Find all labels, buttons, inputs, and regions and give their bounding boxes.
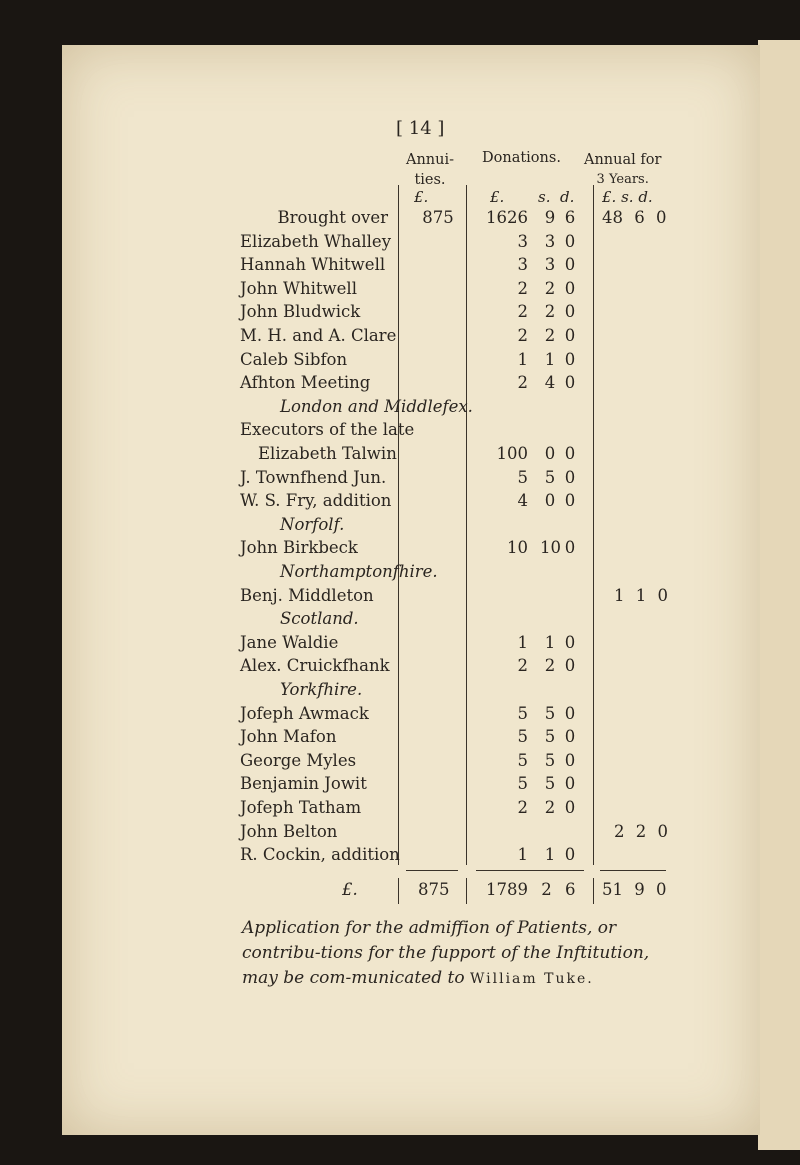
subscriber-name: Benjamin Jowit — [240, 774, 367, 794]
donation-pounds: 100 — [496, 444, 528, 463]
table-row — [0, 255, 800, 279]
donation-shillings: 2 — [544, 278, 556, 298]
rule-sum-donations — [476, 870, 584, 871]
donation-pounds: 1 — [517, 845, 528, 865]
county-heading: Yorkfhire. — [280, 680, 363, 699]
subscriber-name: John Bludwick — [240, 302, 361, 322]
donation-shillings: 1 — [544, 632, 556, 652]
footer-name: William Tuke. — [470, 971, 594, 987]
total-donations: 1789 2 6 — [486, 880, 576, 899]
subscriber-name: Caleb Sibfon — [240, 349, 348, 369]
donation-pounds: 2 — [517, 326, 528, 345]
annual-value: 1 1 0 — [614, 585, 668, 605]
donation-pence: 0 — [564, 302, 576, 322]
donation-shillings: 2 — [544, 656, 556, 676]
subscriber-name: Jane Waldie — [240, 632, 339, 652]
header-annual-line2: 3 Years. — [596, 172, 649, 187]
donation-pounds: 3 — [517, 255, 528, 275]
donation-pence: 6 — [564, 208, 576, 227]
subscriber-name: Alex. Cruickfhank — [240, 656, 390, 676]
donation-shillings: 3 — [544, 255, 556, 275]
county-heading: Norfolf. — [280, 514, 345, 534]
footer-note — [242, 916, 682, 992]
subscriber-name: Jofeph Awmack — [240, 703, 369, 723]
subscriber-name: M. H. and A. Clare — [240, 326, 397, 345]
donation-pounds: 4 — [517, 491, 528, 511]
donation-pounds: 2 — [517, 656, 528, 676]
table-row — [0, 727, 800, 751]
donation-pounds: 2 — [517, 302, 528, 322]
donation-pounds: 5 — [517, 750, 528, 770]
county-heading: London and Middlefex. — [280, 396, 473, 416]
table-row — [0, 680, 800, 704]
subscriber-name: John Belton — [240, 821, 338, 841]
header-annual-line1: Annual for — [584, 152, 662, 168]
donation-pence: 0 — [564, 750, 576, 770]
annual-value: 48 6 0 — [602, 208, 667, 227]
donation-pence: 0 — [564, 632, 576, 652]
annual-value: 2 2 0 — [614, 821, 668, 841]
header-annuities — [398, 150, 462, 190]
table-row — [0, 798, 800, 822]
total-annuities: 875 — [418, 880, 450, 899]
subscriber-name: George Myles — [240, 750, 357, 770]
donation-shillings: 9 — [544, 208, 556, 227]
header-annuities-line1: Annui- — [405, 152, 455, 168]
donation-pence: 0 — [564, 373, 576, 393]
table-row — [0, 468, 800, 492]
donation-pence: 0 — [564, 326, 576, 345]
annuity-value: 875 — [422, 208, 454, 227]
donation-shillings: 5 — [544, 703, 556, 723]
subscriber-name: Jofeph Tatham — [240, 798, 362, 817]
donation-pounds: 5 — [517, 703, 528, 723]
donation-shillings: 5 — [544, 467, 556, 487]
unit-annual: £. s. d. — [602, 188, 653, 206]
donation-pence: 0 — [564, 467, 576, 487]
subscriber-name: Afhton Meeting — [240, 373, 371, 393]
header-annual — [584, 150, 661, 190]
donation-shillings: 5 — [544, 750, 556, 770]
subscriber-name: Benj. Middleton — [240, 585, 374, 605]
table-row — [0, 491, 800, 515]
table-row — [0, 350, 800, 374]
page-number: [ 14 ] — [396, 118, 445, 139]
rule-sum-annual — [600, 870, 666, 871]
table-row — [0, 397, 800, 421]
donation-pounds: 5 — [517, 774, 528, 794]
subscriber-name: John Birkbeck — [240, 538, 358, 558]
rule-total-2 — [466, 878, 467, 904]
table-row — [0, 302, 800, 326]
donation-pence: 0 — [564, 774, 576, 794]
table-row — [0, 326, 800, 350]
table-row — [0, 822, 800, 846]
donation-pounds: 1 — [517, 349, 528, 369]
unit-donations-shillings: s. — [538, 188, 551, 206]
donation-pence: 0 — [564, 845, 576, 865]
table-row — [0, 751, 800, 775]
table-row — [0, 586, 800, 610]
donation-pence: 0 — [564, 491, 576, 511]
donation-pence: 0 — [564, 727, 576, 747]
county-heading: Northamptonfhire. — [280, 562, 438, 581]
donation-shillings: 1 — [544, 845, 556, 865]
subscriber-name: Elizabeth Whalley — [240, 231, 392, 251]
donation-pounds: 10 — [507, 538, 528, 558]
donation-pounds: 1 — [517, 632, 528, 652]
donation-shillings: 1 — [544, 349, 556, 369]
rule-total-3 — [593, 878, 594, 904]
donation-shillings: 2 — [544, 302, 556, 322]
table-row — [0, 444, 800, 468]
unit-annuities: £. — [414, 188, 429, 206]
county-heading: Scotland. — [280, 609, 359, 629]
donation-pence: 0 — [564, 538, 576, 558]
table-row — [0, 633, 800, 657]
table-row — [0, 656, 800, 680]
table-row — [0, 609, 800, 633]
unit-donations-pounds: £. — [490, 188, 505, 206]
donation-shillings: 3 — [544, 231, 556, 251]
donation-pence: 0 — [564, 255, 576, 275]
total-annual: 51 9 0 — [602, 880, 667, 899]
donation-pence: 0 — [564, 798, 576, 817]
table-row — [0, 208, 800, 232]
subscriber-name: W. S. Fry, addition — [240, 491, 392, 511]
table-row — [0, 232, 800, 256]
donation-shillings: 10 — [540, 538, 561, 558]
header-donations: Donations. — [482, 150, 561, 166]
donation-pounds: 2 — [517, 373, 528, 393]
donation-pence: 0 — [564, 231, 576, 251]
unit-donations-pence: d. — [560, 188, 575, 206]
donation-shillings: 0 — [544, 444, 556, 463]
donation-pounds: 3 — [517, 231, 528, 251]
table-row — [0, 562, 800, 586]
table-row — [0, 373, 800, 397]
table-row — [0, 279, 800, 303]
table-row — [0, 845, 800, 869]
subscriber-name: Brought over — [277, 208, 388, 227]
donation-shillings: 5 — [544, 774, 556, 794]
rule-sum-annuities — [406, 870, 458, 871]
table-row — [0, 774, 800, 798]
donation-shillings: 2 — [544, 326, 556, 345]
subscriber-name: John Mafon — [240, 727, 337, 747]
header-annuities-line2: ties. — [414, 172, 446, 188]
table-row — [0, 515, 800, 539]
donation-pounds: 2 — [517, 278, 528, 298]
table-row — [0, 538, 800, 562]
subscriber-name: R. Cockin, addition — [240, 845, 400, 865]
subscriber-name: Executors of the late — [240, 420, 415, 440]
subscriber-name: Elizabeth Talwin — [258, 444, 397, 463]
donation-shillings: 2 — [544, 798, 556, 817]
subscriber-name: J. Townfhend Jun. — [240, 467, 387, 487]
donation-pence: 0 — [564, 656, 576, 676]
donation-pence: 0 — [564, 444, 576, 463]
subscriber-name: Hannah Whitwell — [240, 255, 386, 275]
total-label: £. — [342, 880, 358, 899]
donation-shillings: 5 — [544, 727, 556, 747]
rule-total-1 — [398, 878, 399, 904]
donation-pounds: 2 — [517, 798, 528, 817]
donation-pence: 0 — [564, 278, 576, 298]
table-row — [0, 704, 800, 728]
table-row — [0, 420, 800, 444]
donation-pounds: 5 — [517, 727, 528, 747]
donation-shillings: 4 — [544, 373, 556, 393]
donation-pence: 0 — [564, 349, 576, 369]
donation-pounds: 1626 — [486, 208, 528, 227]
footer-text: Application for the admiffion of Patients, or contribu-tions for the fupport of the Inftitution, may be com-municated to — [242, 918, 650, 988]
donation-pence: 0 — [564, 703, 576, 723]
donation-pounds: 5 — [517, 467, 528, 487]
subscriber-name: John Whitwell — [240, 278, 357, 298]
donation-shillings: 0 — [544, 491, 556, 511]
